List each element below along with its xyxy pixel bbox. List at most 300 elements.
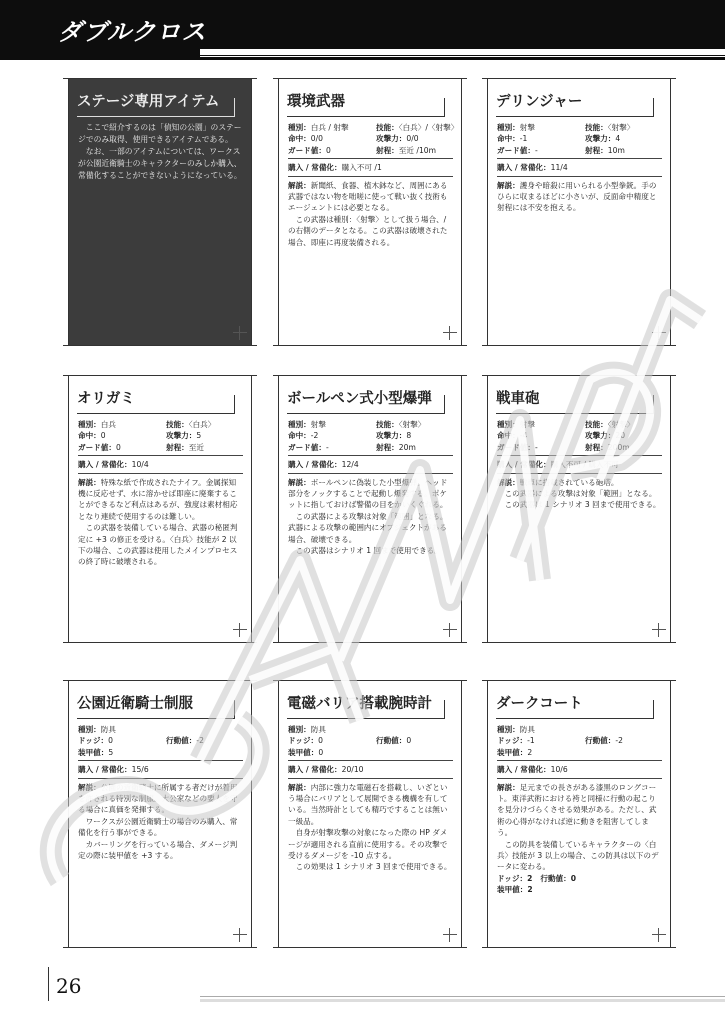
header-rule (200, 49, 725, 55)
stat-value: 0 (318, 736, 323, 746)
card-paragraph (288, 782, 453, 828)
stat-label: 攻撃力： (376, 431, 407, 441)
stat-table (288, 724, 453, 758)
page-number: 26 (56, 974, 82, 998)
stat-cell (585, 122, 662, 133)
stat-cell (288, 724, 376, 735)
stat-label: 命中： (288, 134, 311, 144)
stat-value: -1 (519, 134, 528, 144)
card-title-rule (287, 718, 445, 719)
stat-cell (497, 133, 585, 144)
stat-label: 行動値： (585, 736, 616, 746)
card-paragraph (288, 511, 453, 545)
card-paragraph (288, 180, 453, 214)
purchase-value: 購入不可 /1 (341, 163, 382, 173)
card-title-rule (77, 413, 235, 414)
stat-label: 命中： (497, 431, 520, 441)
stat-cell (585, 724, 662, 735)
registration-mark-icon (443, 928, 457, 942)
stat-value: 〈白兵〉 (188, 420, 216, 429)
stat-label: 種別： (288, 123, 311, 132)
paragraph-text: この武器は種別：〈射撃〉として扱う場合、/ の右側のデータとなる。この武器は破壊された場合、即座に再度装備される。 (288, 214, 448, 247)
card-top-rule (63, 78, 257, 79)
stat-value: 〈白兵〉/〈射撃〉 (398, 123, 459, 132)
stat-value: 0 (318, 747, 324, 757)
stat-label: 射程： (166, 442, 189, 452)
card-paragraph (288, 545, 453, 556)
card-title-tick (653, 395, 654, 414)
paragraph-text: ボールペンに偽装した小型爆弾。ヘッド部分をノックすることで起動し爆発する。ポケットに指しておけば警備の目をかいくぐれる。 (288, 477, 448, 510)
header-title: ダブルクロス (58, 18, 207, 46)
purchase-label: 購入 / 常備化： (497, 765, 551, 775)
card-body (497, 122, 662, 214)
stat-label: ドッジ： (78, 736, 109, 746)
stat-label: ガード値： (497, 442, 535, 452)
stat-label: 技能： (585, 420, 608, 429)
stat-cell (78, 419, 166, 430)
purchase-line (288, 162, 453, 173)
card-bottom-rule (273, 345, 467, 346)
purchase-line (288, 459, 453, 470)
paragraph-text: 公園の近衛騎士に所属する者だけが着用を許される特別な制服。大公家などの要人を守る場合に真価を発揮する。 (78, 782, 238, 815)
stat-divider (78, 760, 243, 761)
item-card (68, 680, 252, 948)
stat-cell (78, 442, 166, 453)
paragraph-text: この武器による攻撃は対象「範囲」となる。 (504, 489, 657, 499)
paragraph-label: 解説： (288, 782, 311, 792)
stat-cell (288, 419, 376, 430)
stat-cell (166, 747, 243, 758)
stat-value: 白兵 / 射撃 (310, 123, 349, 132)
card-paragraph: ここで紹介するのは「偵知の公園」のステージでのみ取得、使用できるアイテムである。 (78, 123, 242, 144)
paragraph-label: 解説： (497, 477, 520, 487)
card-title-rule (287, 116, 445, 117)
card-title: ステージ専用アイテム (77, 94, 220, 110)
stat-table (78, 724, 243, 758)
stat-cell (376, 419, 453, 430)
stat-label: 射程： (585, 145, 608, 155)
stat-label: 行動値： (166, 736, 197, 746)
purchase-value: 購入不可 / 購入不可 (550, 460, 619, 470)
card-title: ダークコート (496, 696, 583, 712)
stat-cell (585, 133, 662, 144)
paragraph-text: 足元までの長さがある漆黒のロングコート。東洋武術における袴と同様に行動の起こりを見分けづらくさせる効果がある。ただし、武術の心得がなければ逆に動きを阻害してしまう。 (497, 782, 657, 838)
paragraph-text: 護身や暗殺に用いられる小型拳銃。手のひらに収まるほどに小さいが、反面命中精度と射程には不安を抱える。 (497, 180, 657, 213)
card-title: 電磁バリア搭載腕時計 (287, 696, 432, 712)
card-paragraph (288, 477, 453, 511)
alt-stat: 装甲値：2 (497, 885, 533, 895)
stat-value: 20 (615, 431, 626, 441)
alt-stat: ドッジ：2 (497, 873, 533, 883)
stat-value: 射撃 (310, 420, 326, 429)
card-body (288, 724, 453, 873)
stat-cell (497, 122, 585, 133)
stat-divider (288, 158, 453, 159)
stat-value: 20m (398, 442, 416, 452)
purchase-label: 購入 / 常備化： (78, 765, 132, 775)
stat-cell (497, 419, 585, 430)
card-bottom-rule (482, 642, 676, 643)
registration-mark-icon (652, 928, 666, 942)
stat-label: 射程： (376, 145, 399, 155)
card-title-tick (653, 700, 654, 719)
stat-value: 10m (607, 145, 625, 155)
card-title-tick (444, 395, 445, 414)
registration-mark-icon (652, 623, 666, 637)
card-title: オリガミ (77, 391, 135, 407)
stat-divider (288, 760, 453, 761)
paragraph-text: 特殊な紙で作成されたナイフ。金属探知機に反応せず、水に溶かせば即座に廃棄することができるなど利点はあるが、強度は素材相応となり連続で使用するのは難しい。 (78, 477, 238, 521)
card-paragraph (497, 180, 662, 214)
card-title-rule (496, 116, 654, 117)
stat-value: 〈射撃〉 (398, 420, 426, 429)
stat-value: 0 (100, 431, 106, 441)
card-bottom-rule (273, 947, 467, 948)
stat-cell (288, 145, 376, 156)
stat-cell (166, 419, 243, 430)
stat-cell (288, 122, 376, 133)
stat-value: 5 (196, 431, 202, 441)
stat-label: 攻撃力： (585, 431, 616, 441)
registration-mark-icon (443, 623, 457, 637)
paragraph-text: 自身が射撃攻撃の対象になった際の HP ダメージが適用される直前に使用する。その攻撃で受けるダメージを -10 点する。 (288, 828, 448, 861)
card-paragraph (78, 782, 243, 816)
card-paragraph (78, 839, 243, 862)
card-top-rule (273, 680, 467, 681)
purchase-value: 12/4 (341, 460, 359, 470)
card-body (497, 724, 662, 896)
stat-value: - (534, 442, 538, 452)
stat-cell (585, 747, 662, 758)
card-title-tick (653, 98, 654, 117)
stat-label: 射程： (376, 442, 399, 452)
stat-value: -2 (310, 431, 319, 441)
purchase-label: 購入 / 常備化： (497, 460, 551, 470)
paragraph-text: この武器を装備している場合、武器の秘匿判定に +3 の修正を受ける。〈白兵〉技能が 2 以下の場合、この武器は使用したメインプロセスの終了時に破壊される。 (78, 523, 238, 567)
card-paragraph (497, 839, 662, 873)
stat-value: - (534, 145, 538, 155)
purchase-divider (78, 778, 243, 779)
stat-cell (497, 430, 585, 441)
stat-cell (78, 735, 166, 746)
stat-divider (497, 158, 662, 159)
footer-rule (200, 996, 725, 997)
paragraph-text: 戦車に搭載されている砲塔。 (519, 477, 619, 487)
stat-label: ガード値： (288, 145, 326, 155)
stat-cell (288, 735, 376, 746)
stat-value: -4 (519, 431, 528, 441)
stat-label: 種別： (78, 725, 101, 734)
item-card (278, 78, 462, 346)
purchase-label: 購入 / 常備化： (288, 460, 342, 470)
stat-value: 〈射撃〉 (607, 420, 635, 429)
card-title-tick (234, 700, 235, 719)
paragraph-text: この武器はシナリオ 1 回まで使用できる。 (295, 546, 442, 556)
stat-value: 2 (527, 747, 533, 757)
stat-cell (585, 442, 662, 453)
card-bottom-rule (482, 947, 676, 948)
stat-cell (166, 430, 243, 441)
purchase-line (497, 764, 662, 775)
stat-value: 白兵 (100, 420, 116, 429)
stat-divider (78, 455, 243, 456)
stat-cell (288, 747, 376, 758)
stat-value: -1 (527, 736, 535, 746)
card-bottom-rule (63, 345, 257, 346)
stat-value: -2 (196, 736, 204, 746)
stat-cell (376, 430, 453, 441)
card-paragraph (78, 477, 243, 523)
stat-value: 射撃 (519, 420, 535, 429)
purchase-line (288, 764, 453, 775)
stat-label: ガード値： (497, 145, 535, 155)
stat-value: 射撃 (519, 123, 535, 132)
paragraph-text: 内部に強力な電磁石を搭載し、いざという場合にバリアとして展開できる機構を有している。当然時計としても精巧ですることは無い一級品。 (288, 782, 448, 826)
header-rule-thin (200, 56, 725, 57)
stat-cell (497, 442, 585, 453)
item-card (278, 375, 462, 643)
stat-label: 装甲値： (288, 747, 319, 757)
purchase-line (497, 162, 662, 173)
stat-cell (585, 419, 662, 430)
card-body (78, 122, 243, 182)
stat-value: 防具 (519, 725, 535, 734)
card-title-rule (77, 116, 235, 117)
card-title-tick (234, 395, 235, 414)
stat-value: 防具 (310, 725, 326, 734)
card-body (497, 419, 662, 511)
card-paragraph (288, 214, 453, 248)
card-top-rule (63, 375, 257, 376)
purchase-line (497, 459, 662, 470)
card-title: 戦車砲 (496, 391, 540, 407)
card-body (288, 122, 459, 248)
stat-cell (78, 430, 166, 441)
stat-cell (288, 442, 376, 453)
alt-stat-row (497, 884, 662, 895)
stat-cell (376, 735, 453, 746)
card-bottom-rule (63, 642, 257, 643)
card-title-rule (496, 413, 654, 414)
card-title-rule (77, 718, 235, 719)
stat-value: 防具 (100, 725, 116, 734)
stat-cell (166, 442, 243, 453)
purchase-divider (497, 778, 662, 779)
stat-label: 種別： (497, 123, 520, 132)
purchase-label: 購入 / 常備化： (288, 765, 342, 775)
stat-cell (166, 724, 243, 735)
card-title-tick (234, 98, 235, 117)
stat-table (497, 122, 662, 156)
purchase-divider (497, 473, 662, 474)
purchase-divider (78, 473, 243, 474)
card-title-tick (444, 700, 445, 719)
item-card (487, 78, 671, 346)
stat-value: 0 (406, 736, 412, 746)
stat-label: 射程： (585, 442, 608, 452)
stat-value: 0/0 (406, 134, 419, 144)
stat-label: 攻撃力： (585, 134, 616, 144)
stat-value: 0 (108, 736, 113, 746)
stat-value: 至近 (188, 442, 204, 452)
paragraph-text: この効果は 1 シナリオ 3 回まで使用できる。 (295, 862, 452, 872)
stat-cell (497, 724, 585, 735)
stat-cell (585, 430, 662, 441)
purchase-line (78, 459, 243, 470)
stat-divider (497, 455, 662, 456)
card-title: ボールペン式小型爆弾 (287, 391, 432, 407)
item-card (68, 78, 252, 346)
stat-label: 種別： (497, 725, 520, 734)
stat-cell (78, 724, 166, 735)
stat-cell (166, 735, 243, 746)
card-top-rule (482, 680, 676, 681)
stat-cell (585, 735, 662, 746)
registration-mark-icon (233, 623, 247, 637)
stat-value: 0/0 (310, 134, 324, 144)
paragraph-label: 解説： (78, 477, 101, 487)
item-card (278, 680, 462, 948)
stat-table (497, 724, 662, 758)
stat-value: 〈射撃〉 (607, 123, 635, 132)
paragraph-label: 解説： (497, 180, 520, 190)
stat-label: 攻撃力： (376, 134, 407, 144)
paragraph-text: カバーリングを行っている場合、ダメージ判定の際に装甲値を +3 する。 (78, 839, 238, 861)
stat-label: 攻撃力： (166, 431, 197, 441)
card-paragraph (497, 782, 662, 839)
paragraph-label: 解説： (78, 782, 101, 792)
stat-label: 技能： (376, 123, 399, 132)
purchase-label: 購入 / 常備化： (288, 163, 342, 173)
stat-label: 技能： (585, 123, 608, 132)
registration-mark-icon (233, 928, 247, 942)
card-body (288, 419, 453, 556)
purchase-value: 11/4 (550, 163, 568, 173)
stat-cell (376, 442, 453, 453)
paragraph-text: ワークスが公園近衛騎士の場合のみ購入、常備化を行う事ができる。 (78, 816, 238, 838)
stat-divider (497, 760, 662, 761)
purchase-line (78, 764, 243, 775)
stat-value: - (325, 442, 329, 452)
stat-label: ガード値： (288, 442, 326, 452)
stat-value: 0 (325, 145, 331, 155)
purchase-value: 15/6 (131, 765, 149, 775)
stat-label: 命中： (78, 431, 101, 441)
stat-value: 0 (115, 442, 121, 452)
card-bottom-rule (63, 947, 257, 948)
stat-label: 行動値： (376, 736, 407, 746)
stat-label: 命中： (497, 134, 520, 144)
purchase-divider (288, 473, 453, 474)
card-top-rule (273, 375, 467, 376)
paragraph-label: 解説： (288, 477, 311, 487)
stat-label: 種別： (78, 420, 101, 429)
purchase-divider (288, 176, 453, 177)
stat-table (78, 419, 243, 453)
card-body (78, 419, 243, 568)
stat-cell (376, 133, 458, 144)
card-paragraph (497, 488, 662, 499)
stat-label: 技能： (376, 420, 399, 429)
card-bottom-rule (273, 642, 467, 643)
purchase-label: 購入 / 常備化： (78, 460, 132, 470)
card-paragraph (78, 816, 243, 839)
item-card (487, 680, 671, 948)
alt-stat-row (497, 873, 662, 884)
stat-label: ドッジ： (288, 736, 319, 746)
purchase-value: 10/4 (131, 460, 149, 470)
stat-value: 4 (615, 134, 621, 144)
stat-label: 技能： (166, 420, 189, 429)
stat-cell (288, 133, 376, 144)
stat-table (288, 419, 453, 453)
stat-cell (376, 122, 458, 133)
paragraph-text: この武器による攻撃は対象「範囲」となる。武器による攻撃の範囲内にオブジェクトがある場合、破壊できる。 (288, 511, 448, 544)
page-header (0, 0, 725, 60)
purchase-value: 10/6 (550, 765, 568, 775)
stat-table (288, 122, 459, 156)
stat-cell (78, 747, 166, 758)
card-title-rule (287, 413, 445, 414)
stat-label: ガード値： (78, 442, 116, 452)
purchase-divider (288, 778, 453, 779)
paragraph-text: この防具を装備しているキャラクターの〈白兵〉技能が 3 以上の場合、この防具は以下のデータに変わる。 (497, 839, 659, 872)
item-card (68, 375, 252, 643)
footer-rule-thick (200, 999, 725, 1002)
paragraph-label: 解説： (497, 782, 520, 792)
stat-label: 種別： (497, 420, 520, 429)
stat-cell (585, 145, 662, 156)
card-top-rule (482, 375, 676, 376)
registration-mark-icon (443, 326, 457, 340)
stat-cell (376, 747, 453, 758)
stat-value: -2 (615, 736, 623, 746)
card-paragraph (288, 827, 453, 861)
card-paragraph (497, 477, 662, 488)
card-title: デリンジャー (496, 94, 583, 110)
card-top-rule (63, 680, 257, 681)
purchase-divider (497, 176, 662, 177)
card-paragraph (78, 522, 243, 568)
stat-value: 至近 /10m (398, 145, 437, 155)
stat-label: 装甲値： (497, 747, 528, 757)
stat-cell (376, 145, 458, 156)
stat-label: 命中： (288, 431, 311, 441)
item-card (487, 375, 671, 643)
stat-label: 種別： (288, 420, 311, 429)
paragraph-label: 解説： (288, 180, 311, 190)
stat-table (497, 419, 662, 453)
card-bottom-rule (482, 345, 676, 346)
card-title: 環境武器 (287, 94, 345, 110)
stat-cell (288, 430, 376, 441)
stat-value: 200m (607, 442, 630, 452)
stat-cell (376, 724, 453, 735)
stat-cell (497, 145, 585, 156)
registration-mark-icon (233, 326, 247, 340)
card-paragraph (497, 499, 662, 510)
registration-mark-icon (652, 326, 666, 340)
card-title-tick (444, 98, 445, 117)
card-body (78, 724, 243, 861)
card-top-rule (482, 78, 676, 79)
paragraph-text: 新聞紙、食器、植木鉢など、周囲にある武器ではない物を咄嗟に使って戦い抜く技術もエージェントには必要となる。 (288, 180, 448, 213)
purchase-label: 購入 / 常備化： (497, 163, 551, 173)
card-top-rule (273, 78, 467, 79)
card-paragraph (288, 861, 453, 872)
stat-value: 8 (406, 431, 412, 441)
card-title: 公園近衛騎士制服 (77, 696, 193, 712)
